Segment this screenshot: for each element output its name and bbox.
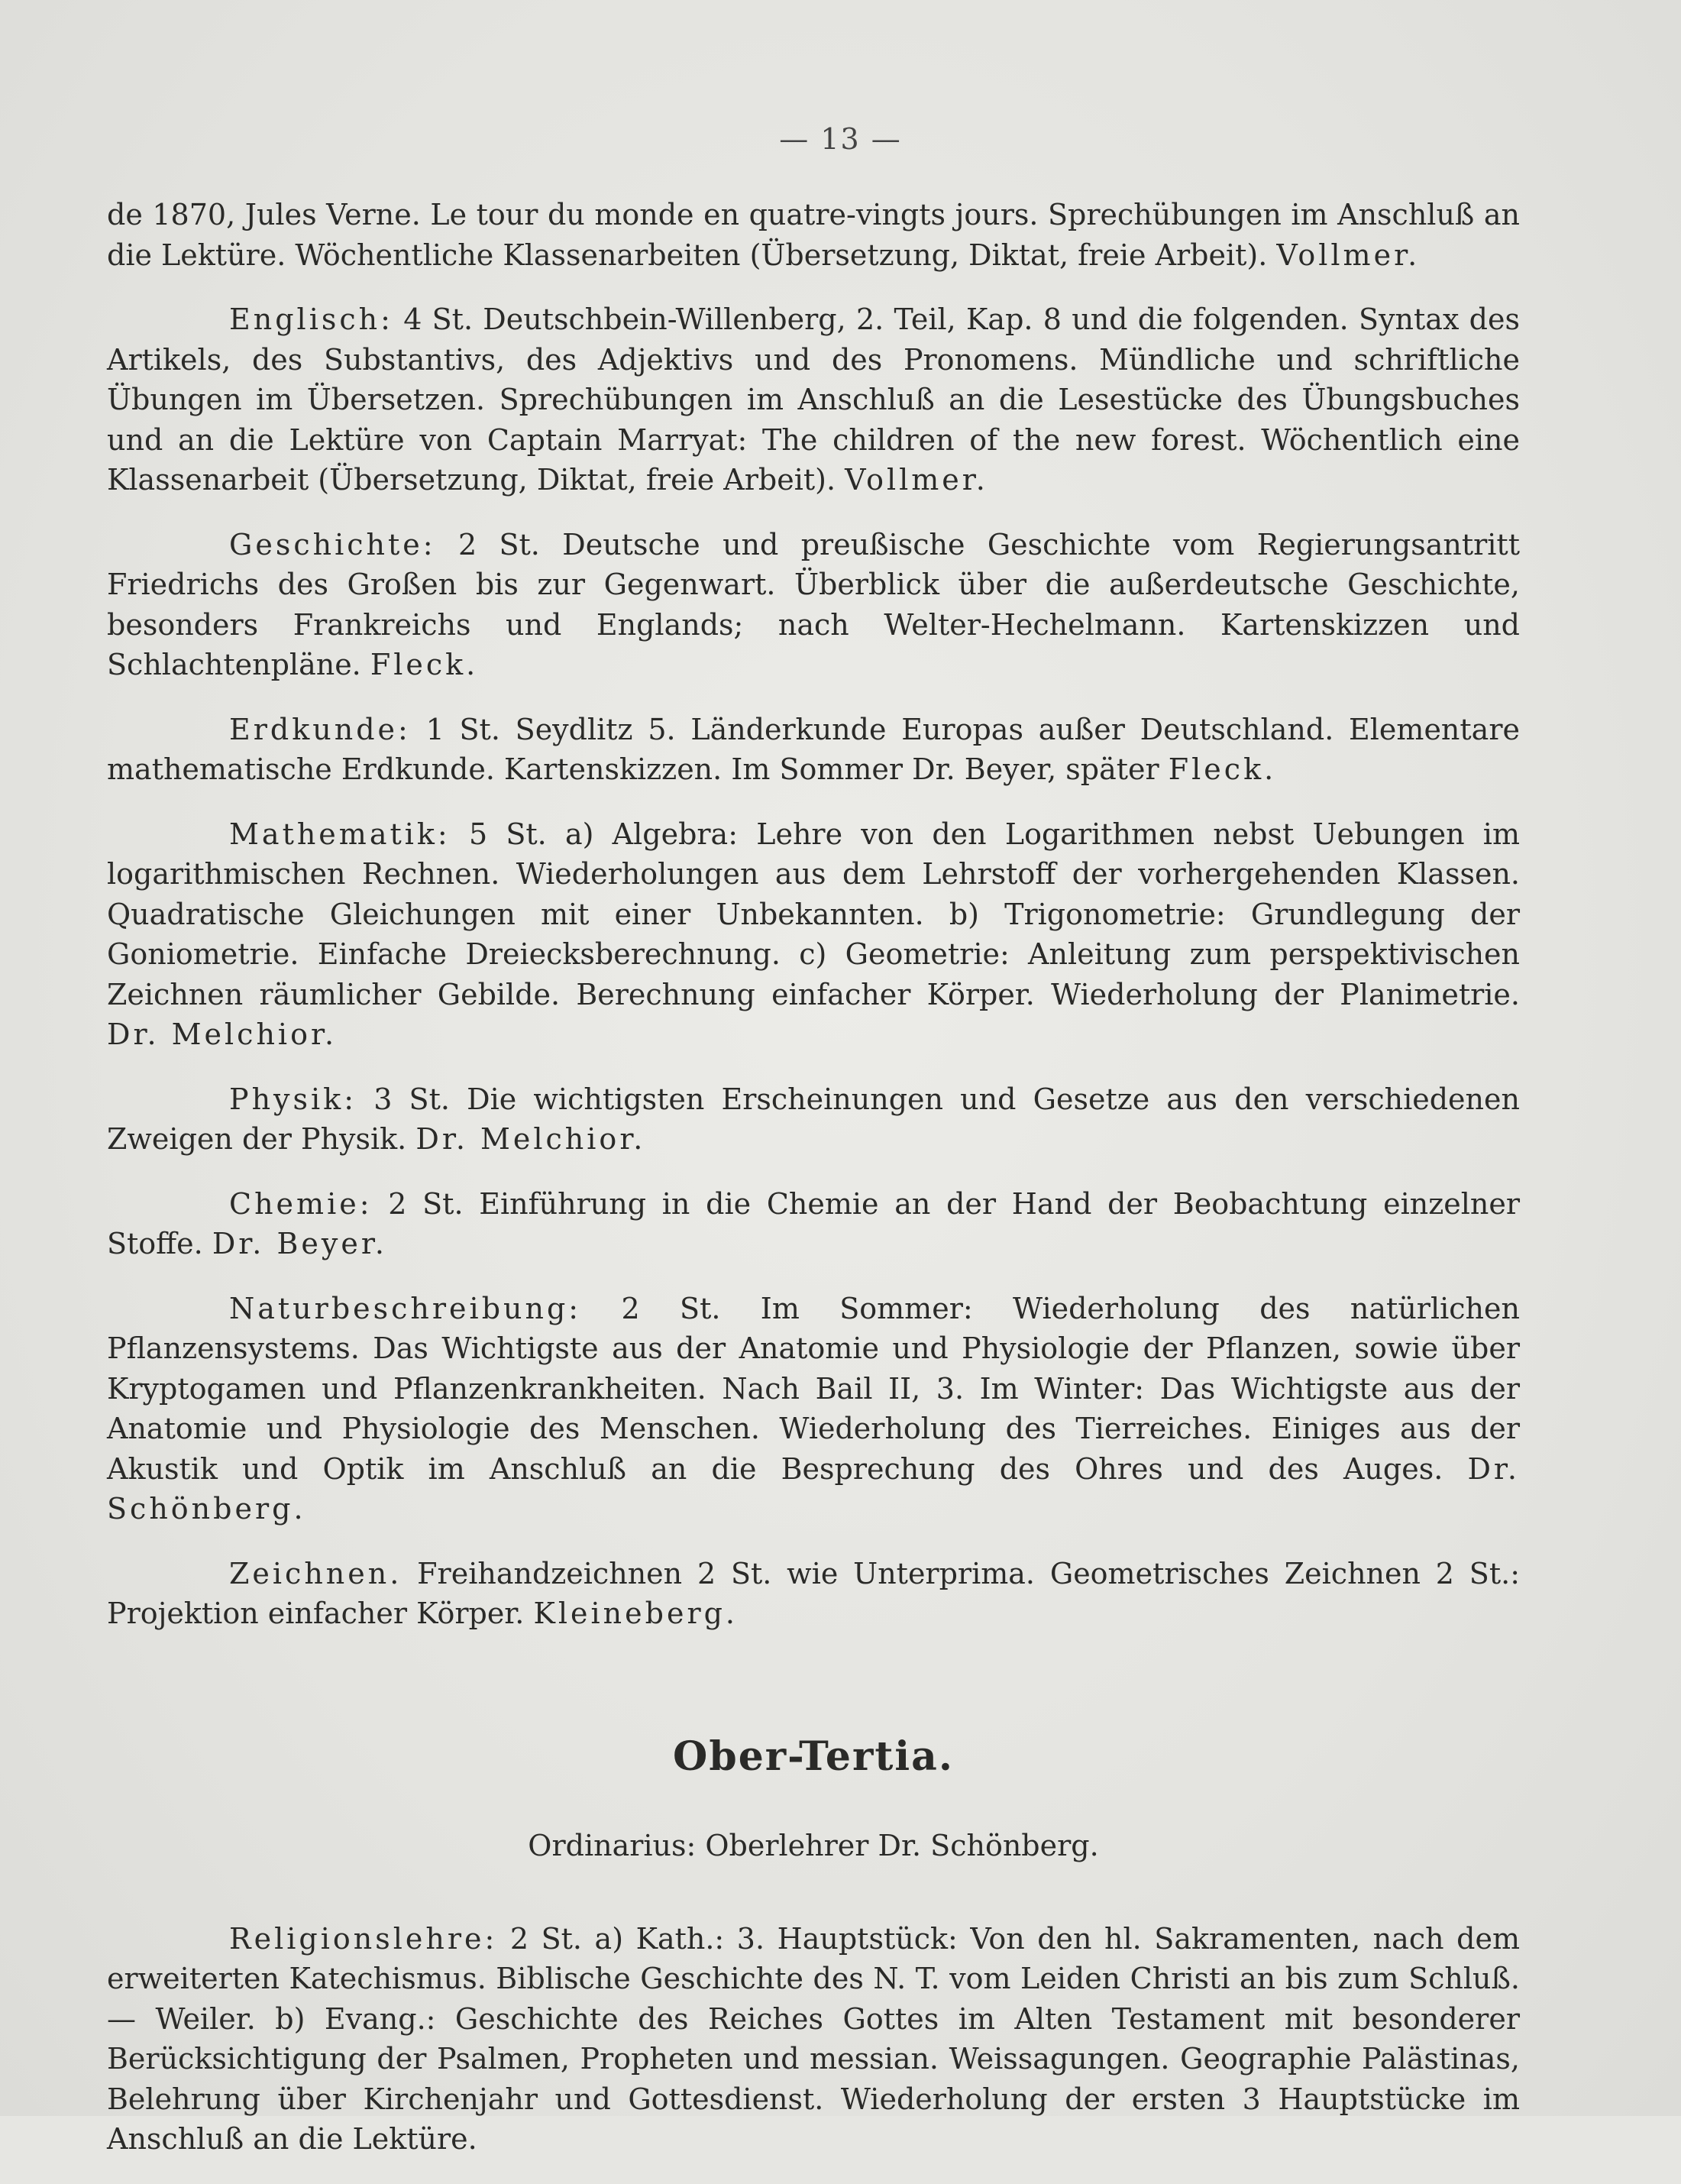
paragraph-erdkunde: [107, 710, 1520, 790]
teacher-name: Dr. Beyer.: [212, 1227, 387, 1260]
teacher-name: Fleck.: [370, 648, 479, 681]
paragraph-text: 2 St. Deutsche und preußische Geschichte vom Regierungsantritt Friedrichs des Großen bis zur Gegenwart. Überblick über die außerdeutsche Geschichte, besonders Frankreichs und Englands; nach Welter-Hechelmann. Kartenskizzen und Schlachtenpläne.: [107, 527, 1520, 681]
paragraph-religionslehre: [107, 1919, 1520, 2160]
teacher-name: Dr. Melchior.: [415, 1122, 646, 1156]
paragraph-text: 3 St. Die wichtigsten Erscheinungen und Gesetze aus den verschiedenen Zweigen der Physik.: [107, 1082, 1520, 1156]
teacher-name: Dr. Melchior.: [107, 1018, 338, 1051]
teacher-name: Vollmer.: [845, 463, 988, 497]
subject-heading: Naturbeschreibung:: [229, 1291, 582, 1325]
paragraph-text: 1 St. Seydlitz 5. Länderkunde Europas außer Deutschland. Elementare mathematische Erdkunde. Kartenskizzen. Im Sommer Dr. Beyer, später: [107, 712, 1520, 786]
section-title: Ober-Tertia.: [673, 1733, 954, 1780]
teacher-name: Kleineberg.: [533, 1597, 739, 1630]
paragraph-mathematik: [107, 814, 1520, 1055]
paragraph-zeichnen: [107, 1554, 1520, 1634]
paragraph-text: 5 St. a) Algebra: Lehre von den Logarithmen nebst Uebungen im logarithmischen Rechnen. Wiederholungen aus dem Lehrstoff der vorhergehenden Klassen. Quadratische Gleichungen mit einer Unbekannten. b) Trigonometrie: Grundlegung der Goniometrie. Einfache Dreiecksberechnung. c) Geometrie: Anleitung zum perspektivischen Zeichnen räumlicher Gebilde. Berechnung einfacher Körper. Wiederholung der Planimetrie.: [107, 817, 1520, 1011]
subject-heading: Chemie:: [229, 1186, 373, 1221]
teacher-name: Fleck.: [1168, 752, 1277, 786]
paragraph-geschichte: [107, 525, 1520, 685]
subject-heading: Mathematik:: [229, 817, 451, 851]
paragraph-text: 4 St. Deutschbein-Willenberg, 2. Teil, Kap. 8 und die folgenden. Syntax des Artikels, des Substantivs, des Adjektivs und des Pronomens. Mündliche und schriftliche Übungen im Übersetzen. Sprechübungen im Anschluß an die Lesestücke des Übungsbuches und an die Lektüre von Captain Marryat: The children of the new forest. Wöchentlich eine Klassenarbeit (Übersetzung, Diktat, freie Arbeit).: [107, 303, 1520, 497]
paragraph-text: Freihandzeichnen 2 St. wie Unterprima. Geometrisches Zeichnen 2 St.: Projektion einfacher Körper.: [107, 1556, 1520, 1630]
teacher-name: Dr. Schönberg.: [107, 1451, 1520, 1526]
paragraph-chemie: [107, 1184, 1520, 1264]
page-number: — 13 —: [779, 122, 902, 156]
subject-heading: Religionslehre:: [229, 1921, 498, 1956]
subject-heading: Physik:: [229, 1082, 357, 1116]
paragraph-text: de 1870, Jules Verne. Le tour du monde en quatre-vingts jours. Sprechübungen im Anschluß an die Lektüre. Wöchentliche Klassenarbeiten (Übersetzung, Diktat, freie Arbeit).: [107, 198, 1520, 272]
paragraph-text: 2 St. Einführung in die Chemie an der Hand der Beobachtung einzelner Stoffe.: [107, 1186, 1520, 1260]
paragraph-naturbeschreibung: [107, 1289, 1520, 1529]
paragraph-text: 2 St. Im Sommer: Wiederholung des natürlichen Pflanzensystems. Das Wichtigste aus der Anatomie und Physiologie der Pflanzen, sowie über Kryptogamen und Pflanzenkrankheiten. Nach Bail II, 3. Im Winter: Das Wichtigste aus der Anatomie und Physiologie des Menschen. Wiederholung des Tierreiches. Einiges aus der Akustik und Optik im Anschluß an die Besprechung des Ohres und des Auges.: [107, 1291, 1520, 1486]
teacher-name: Vollmer.: [1276, 238, 1421, 272]
paragraph-physik: [107, 1079, 1520, 1160]
paragraph-text: 2 St. a) Kath.: 3. Hauptstück: Von den hl. Sakramenten, nach dem erweiterten Katechismus. Biblische Geschichte des N. T. vom Leiden Christi an bis zum Schluß. — Weiler. b) Evang.: Geschichte des Reiches Gottes im Alten Testament mit besonderer Berücksichtigung der Psalmen, Propheten und messian. Weissagungen. Geographie Palästinas, Belehrung über Kirchenjahr und Gottesdienst. Wiederholung der ersten 3 Hauptstücke im Anschluß an die Lektüre.: [107, 1921, 1520, 2156]
page-content: [107, 195, 1520, 2184]
paragraph-franzoesisch-continued: [107, 195, 1520, 275]
subject-heading: Englisch:: [229, 303, 393, 336]
section-ordinarius: Ordinarius: Oberlehrer Dr. Schönberg.: [528, 1828, 1099, 1862]
paragraph-englisch: [107, 299, 1520, 500]
subject-heading: Geschichte:: [229, 527, 436, 561]
subject-heading: Erdkunde:: [229, 712, 411, 746]
subject-heading: Zeichnen.: [229, 1556, 402, 1590]
